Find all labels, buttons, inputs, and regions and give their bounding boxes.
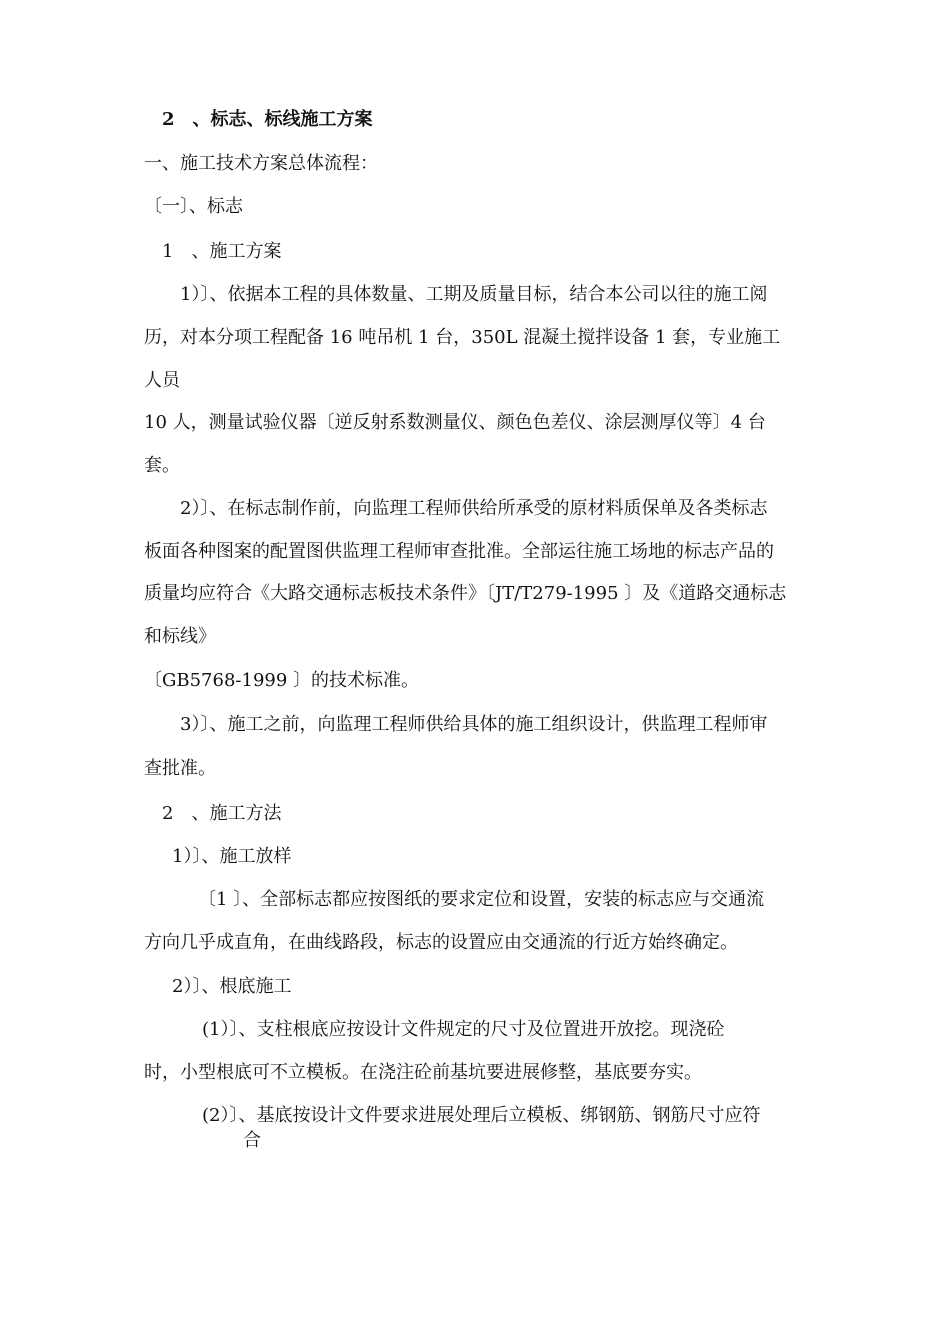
paragraph-line: 1）〕、依据本工程的具体数量、工期及质量目标，结合本公司以往的施工阅	[180, 284, 768, 305]
paragraph-line: 〔GB5768-1999 〕的技术标准。	[144, 670, 420, 691]
paragraph-line: (2）〕、基底按设计文件要求进展处理后立模板、绑钢筋、钢筋尺寸应符	[202, 1105, 761, 1126]
paragraph-line: 板面各种图案的配置图供监理工程师审查批准。全部运往施工场地的标志产品的	[144, 541, 774, 562]
paragraph-line: 人员	[144, 370, 180, 391]
subitem-heading: 2）〕、根底施工	[172, 976, 292, 997]
subitem-heading: 1）〕、施工放样	[172, 846, 292, 867]
paragraph-line: 3）〕、施工之前，向监理工程师供给具体的施工组织设计，供监理工程师审	[180, 714, 768, 735]
paragraph-line: 历，对本分项工程配备 16 吨吊机 1 台，350L 混凝土搅拌设备 1 套，专业施工	[144, 327, 781, 348]
item-heading-construction-method: 2 、施工方法	[162, 803, 282, 824]
paragraph-line: 时，小型根底可不立模板。在浇注砼前基坑要进展修整，基底要夯实。	[144, 1062, 702, 1083]
paragraph-line: 和标线》	[144, 626, 216, 647]
paragraph-line: 套。	[144, 455, 180, 476]
paragraph-line: 质量均应符合《大路交通标志板技术条件》〔JT/T279-1995 〕及《道路交通标志	[144, 583, 787, 604]
paragraph-line: 10 人，测量试验仪器〔逆反射系数测量仪、颜色色差仪、涂层测厚仪等〕4 台	[144, 412, 766, 433]
paragraph-line: 查批准。	[144, 758, 216, 779]
paragraph-line: 2）〕、在标志制作前，向监理工程师供给所承受的原材料质保单及各类标志	[180, 498, 768, 519]
subsection-heading: 〔一〕、标志	[144, 196, 243, 217]
paragraph-line: (1）〕、支柱根底应按设计文件规定的尺寸及位置进开放挖。现浇砼	[202, 1019, 725, 1040]
paragraph-line: 方向几乎成直角，在曲线路段，标志的设置应由交通流的行近方始终确定。	[144, 932, 738, 953]
paragraph-line: 〔1 〕、全部标志都应按图纸的要求定位和设置，安装的标志应与交通流	[198, 889, 765, 910]
section-heading: 一、施工技术方案总体流程：	[144, 153, 378, 174]
paragraph-line: 合	[243, 1130, 261, 1151]
document-title: 2 、标志、标线施工方案	[162, 109, 373, 130]
item-heading-construction-plan: 1 、施工方案	[162, 241, 282, 262]
